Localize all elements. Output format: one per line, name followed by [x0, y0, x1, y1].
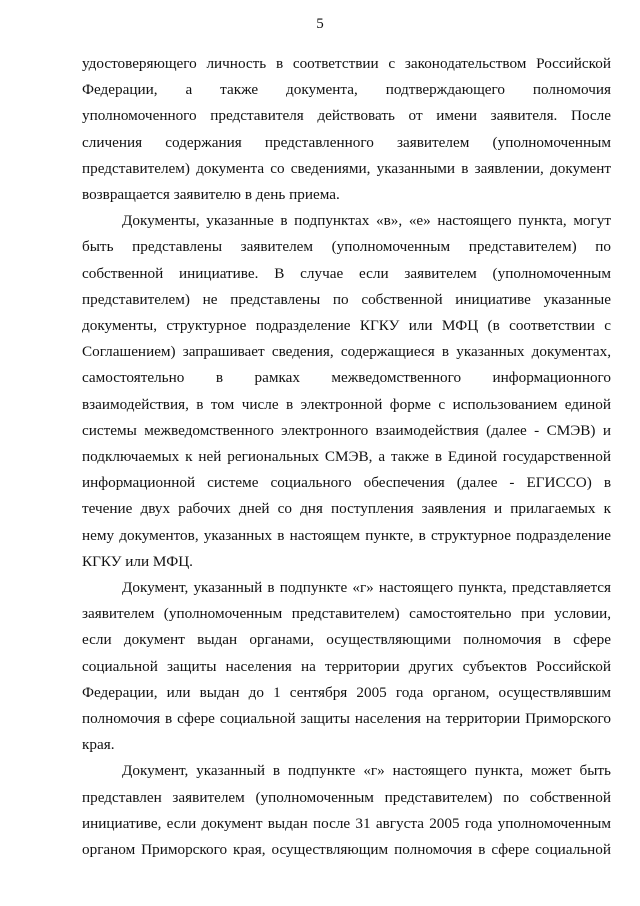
text-line: самостоятельно в рамках межведомственного информационного: [82, 369, 611, 387]
text-line: Федерации, а также документа, подтверждающего полномочия: [82, 81, 611, 99]
paragraph-3: [82, 575, 611, 758]
text-line: сличения содержания представленного заявителем (уполномоченным: [82, 133, 611, 151]
text-line: возвращается заявителю в день приема.: [82, 186, 340, 204]
text-line: представлен заявителем (уполномоченным представителем) по собственной: [82, 788, 611, 806]
text-line: края.: [82, 736, 115, 754]
text-line: удостоверяющего личность в соответствии с законодательством Российской: [82, 55, 611, 72]
text-line: полномочия в сфере социальной защиты населения на территории Приморского: [82, 710, 611, 728]
text-line: системы межведомственного электронного взаимодействия (далее - СМЭВ) и: [82, 421, 611, 439]
text-line: заявителем (уполномоченным представителем) самостоятельно при условии,: [82, 605, 611, 623]
page-number: 5: [316, 16, 324, 32]
text-line: органом Приморского края, осуществляющим полномочия в сфере социальной: [82, 841, 611, 859]
paragraph-2: [82, 208, 611, 575]
paragraph-4: [82, 758, 611, 863]
text-line: социальной защиты населения на территории других субъектов Российской: [82, 657, 611, 675]
text-line: взаимодействия, в том числе в электронной форме с использованием единой: [82, 395, 611, 413]
text-line: нему документов, указанных в настоящем пункте, в структурное подразделение: [82, 526, 611, 544]
text-line: если документ выдан органами, осуществляющими полномочия в сфере: [82, 631, 611, 649]
text-line: собственной инициативе. В случае если заявителем (уполномоченным: [82, 264, 611, 282]
text-line: течение двух рабочих дней со дня поступления заявления и прилагаемых к: [82, 500, 611, 518]
text-line: Федерации, или выдан до 1 сентября 2005 года органом, осуществлявшим: [82, 683, 611, 701]
text-line: Соглашением) запрашивает сведения, содержащиеся в указанных документах,: [82, 343, 611, 361]
text-line: документы, структурное подразделение КГКУ или МФЦ (в соответствии с: [82, 317, 611, 335]
text-line: представителем) не представлены по собственной инициативе указанные: [82, 290, 611, 308]
text-line: информационной системе социального обеспечения (далее - ЕГИССО) в: [82, 474, 611, 492]
text-line: быть представлены заявителем (уполномоченным представителем) по: [82, 238, 611, 256]
text-line: Документ, указанный в подпункте «г» настоящего пункта, представляется: [122, 579, 611, 597]
text-line: инициативе, если документ выдан после 31 августа 2005 года уполномоченным: [82, 814, 611, 832]
paragraph-1: [82, 51, 611, 208]
text-line: КГКУ или МФЦ.: [82, 552, 193, 570]
text-line: Документ, указанный в подпункте «г» настоящего пункта, может быть: [122, 762, 611, 780]
text-line: подключаемых к ней региональных СМЭВ, а также в Единой государственной: [82, 448, 611, 466]
text-line: Документы, указанные в подпунктах «в», «е» настоящего пункта, могут: [122, 212, 611, 230]
document-body: [82, 51, 611, 863]
text-line: уполномоченного представителя действовать от имени заявителя. После: [82, 107, 611, 125]
text-line: представителем) документа со сведениями, указанными в заявлении, документ: [82, 159, 611, 177]
